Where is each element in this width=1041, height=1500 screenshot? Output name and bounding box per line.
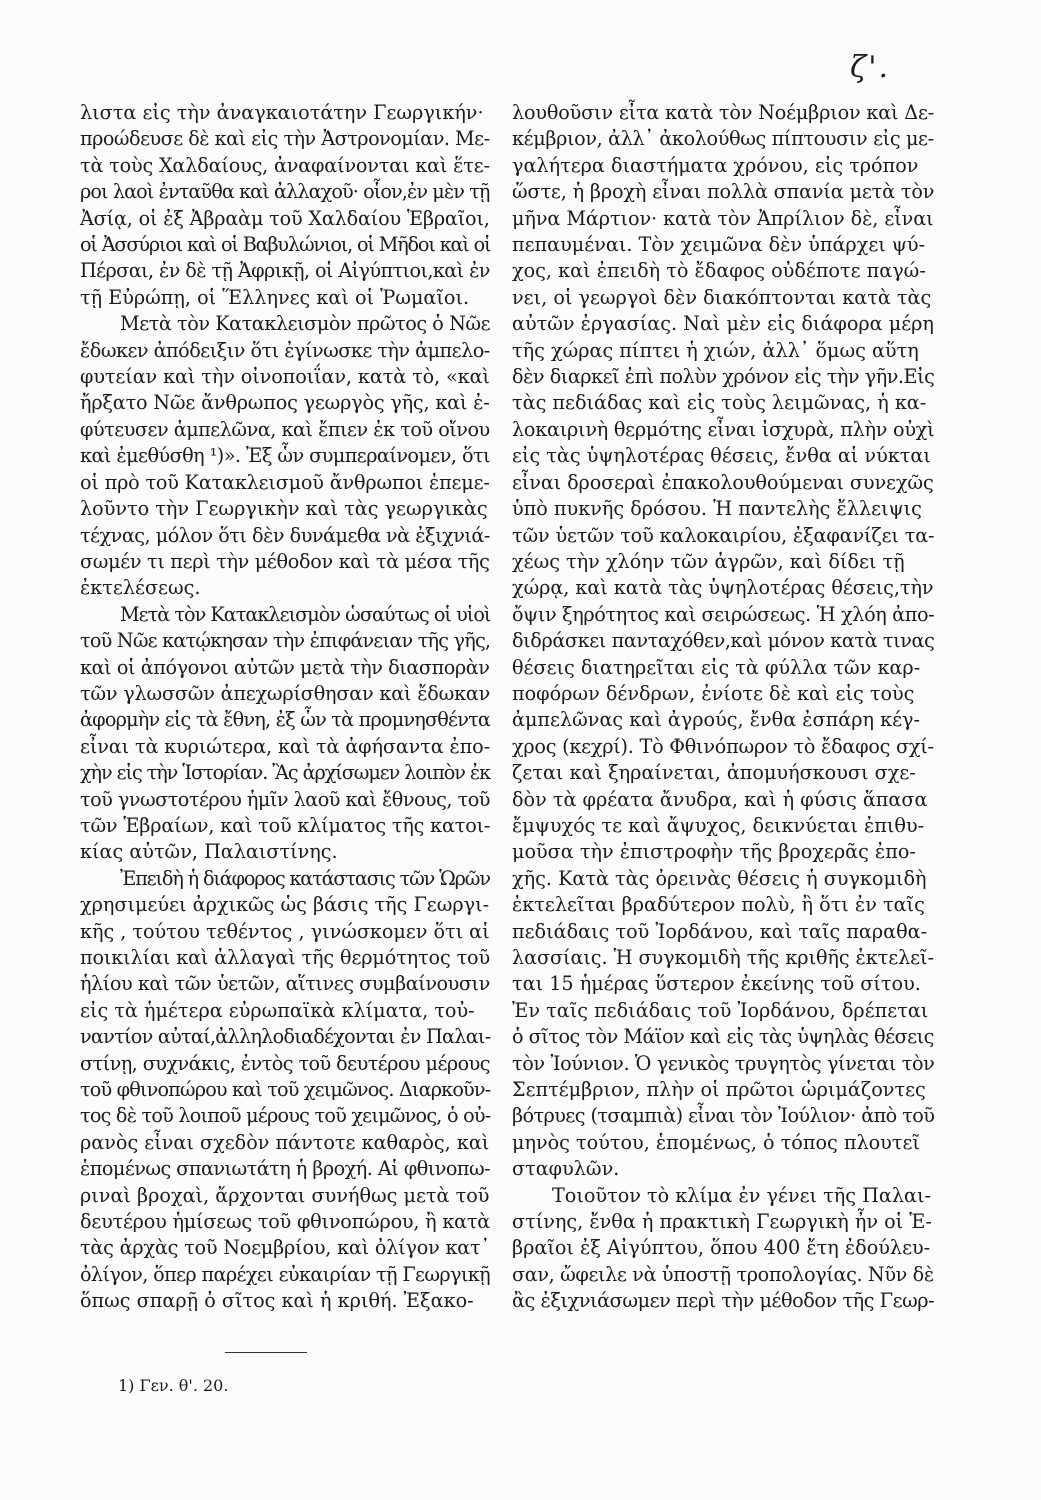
- text-line: λασσίαις. Ἡ συγκομιδὴ τῆς κριθῆς ἐκτελεῖ-: [512, 946, 934, 969]
- text-line: τῶν ὑετῶν τοῦ καλοκαιρίου, ἐξαφανίζει τα-: [512, 523, 935, 547]
- text-line: ναντίον αὐταί,ἀλληλοδιαδέχονται ἐν Παλαι-: [80, 1025, 491, 1049]
- text-line: καὶ ἐμεθύσθη ¹)». Ἐξ ὧν συμπεραίνομεν, ὅτι: [80, 444, 491, 468]
- text-line: ὑπὸ πυκνῆς δρόσου. Ἡ παντελὴς ἔλλειψις: [512, 497, 922, 521]
- text-line: ὥστε, ἡ βροχὴ εἶναι πολλὰ σπανία μετὰ τὸν: [512, 180, 935, 204]
- text-line: ἔδωκεν ἀπόδειξιν ὅτι ἐγίνωσκε τὴν ἀμπελο-: [80, 338, 490, 362]
- text-line: πεδιάδαις τοῦ Ἰορδάνου, καὶ ταῖς παραθα-: [512, 919, 928, 943]
- text-line: οἱ πρὸ τοῦ Κατακλεισμοῦ ἄνθρωποι ἐπεμε-: [80, 470, 490, 494]
- text-line: ἡλίου καὶ τῶν ὑετῶν, αἵτινες συμβαίνουσιν: [80, 972, 490, 996]
- text-line: τῶν Ἑβραίων, καὶ τοῦ κλίματος τῆς κατοι-: [80, 813, 491, 837]
- text-line: κέμβριον, ἀλλ᾽ ἀκολούθως πίπτουσιν εἰς με-: [512, 127, 934, 151]
- text-line: ἤρξατο Νῶε ἄνθρωπος γεωργὸς γῆς, καὶ ἐ-: [80, 391, 490, 415]
- right-column: [512, 100, 934, 1315]
- text-line: αὐτῶν ἐργασίας. Ναὶ μὲν εἰς διάφορα μέρη: [512, 312, 934, 336]
- text-line: ὁ σῖτος τὸν Μάϊον καὶ εἰς τὰς ὑψηλὰς θέσεις: [512, 1025, 934, 1049]
- footnote: 1) Γεν. θ'. 20.: [118, 1376, 229, 1395]
- text-line: ποικιλίαι καὶ ἀλλαγαὶ τῆς θερμότητος τοῦ: [80, 946, 491, 969]
- text-line: σταφυλῶν.: [512, 1157, 620, 1181]
- text-line: λουθοῦσιν εἶτα κατὰ τὸν Νοέμβριον καὶ Δε-: [512, 101, 935, 124]
- text-line: χῆς. Κατὰ τὰς ὀρεινὰς θέσεις ἡ συγκομιδὴ: [512, 866, 927, 890]
- text-line: κῆς , τούτου τεθέντος , γινώσκομεν ὅτι αἱ: [80, 919, 490, 943]
- text-line: τῆς χώρας πίπτει ἡ χιών, ἀλλ᾽ ὅμως αὕτη: [512, 338, 919, 362]
- text-line: χέως τὴν χλόην τῶν ἀγρῶν, καὶ δίδει τῇ: [512, 549, 905, 573]
- text-line: τῇ Εὐρώπῃ, οἱ Ἕλληνες καὶ οἱ Ῥωμαῖοι.: [80, 285, 470, 309]
- text-line: ροι λαοὶ ἐνταῦθα καὶ ἀλλαχοῦ· οἷον,ἐν μὲν τῇ: [80, 180, 490, 204]
- text-line: Μετὰ τὸν Κατακλεισμὸν πρῶτος ὁ Νῶε: [120, 312, 491, 336]
- text-line: τος δὲ τοῦ λοιποῦ μέρους τοῦ χειμῶνος, ὁ οὐ-: [80, 1104, 491, 1128]
- text-line: ἔμψυχός τε καὶ ἄψυχος, δεικνύεται ἐπιθυ-: [512, 813, 925, 837]
- text-line: μηνὸς τούτου, ἑπομένως, ὁ τόπος πλουτεῖ: [512, 1130, 920, 1154]
- text-line: κίας αὐτῶν, Παλαιστίνης.: [80, 840, 338, 864]
- text-line: Ἐπειδὴ ἡ διάφορος κατάστασις τῶν Ὡρῶν: [120, 866, 490, 890]
- text-line: χρος (κεχρί). Τὸ Φθινόπωρον τὸ ἔδαφος σχί-: [512, 734, 934, 758]
- text-line: στίνῃ, συχνάκις, ἐντὸς τοῦ δευτέρου μέρους: [80, 1051, 490, 1075]
- text-line: φυτείαν καὶ τὴν οἰνοποιΐαν, κατὰ τὸ, «καὶ: [80, 365, 490, 389]
- text-line: οἱ Ἀσσύριοι καὶ οἱ Βαβυλώνιοι, οἱ Μῆδοι καὶ οἱ: [80, 233, 491, 257]
- text-line: ὄψιν ξηρότητος καὶ σειρώσεως. Ἡ χλόη ἀπο-: [512, 602, 935, 626]
- text-line: ἀφορμὴν εἰς τὰ ἔθνη, ἐξ ὧν τὰ προμνησθέντα: [80, 708, 491, 732]
- text-line: νει, οἱ γεωργοὶ δὲν διακόπτονται κατὰ τὰς: [512, 285, 932, 309]
- text-line: τοῦ γνωστοτέρου ἡμῖν λαοῦ καὶ ἔθνους, τοῦ: [80, 787, 490, 811]
- text-line: ται 15 ἡμέρας ὕστερον ἐκείνης τοῦ σίτου.: [512, 972, 921, 996]
- text-line: εἰς τὰς ὑψηλοτέρας θέσεις, ἔνθα αἱ νύκται: [512, 444, 931, 468]
- text-line: πεπαυμέναι. Τὸν χειμῶνα δὲν ὑπάρχει ψύ-: [512, 233, 926, 257]
- text-line: λοκαιρινὴ θερμότης εἶναι ἰσχυρὰ, πλὴν οὐχὶ: [512, 417, 935, 441]
- text-line: Ἀσίᾳ, οἱ ἐξ Ἀβραὰμ τοῦ Χαλδαίου Ἑβραῖοι,: [80, 206, 490, 230]
- left-column: [80, 100, 490, 1315]
- text-line: τέχνας, μόλον ὅτι δὲν δυνάμεθα νὰ ἐξιχνιά-: [80, 523, 490, 547]
- text-line: θέσεις διατηρεῖται εἰς τὰ φύλλα τῶν καρ-: [512, 655, 921, 679]
- text-line: φύτευσεν ἀμπελῶνα, καὶ ἔπιεν ἐκ τοῦ οἴνου: [80, 417, 490, 441]
- text-line: ζεται καὶ ξηραίνεται, ἀπομυήσκουσι σχε-: [512, 761, 916, 785]
- text-line: βραῖοι ἐξ Αἰγύπτου, ὅπου 400 ἔτη ἐδούλευ-: [512, 1236, 931, 1260]
- text-line: σαν, ὤφειλε νὰ ὑποστῇ τροπολογίας. Νῦν δὲ: [512, 1262, 934, 1286]
- text-line: τὰ τοὺς Χαλδαίους, ἀναφαίνονται καὶ ἕτε-: [80, 153, 490, 177]
- footnote-divider: [225, 1352, 307, 1353]
- text-line: τὰς πεδιάδας καὶ εἰς τοὺς λειμῶνας, ἡ κα-: [512, 391, 927, 415]
- text-line: χώρᾳ, καὶ κατὰ τὰς ὑψηλοτέρας θέσεις,τὴν: [512, 576, 934, 600]
- text-line: Σεπτέμβριον, πλὴν οἱ πρῶτοι ὡριμάζοντες: [512, 1078, 926, 1102]
- text-line: Μετὰ τὸν Κατακλεισμὸν ὡσαύτως οἱ υἱοὶ: [120, 602, 491, 626]
- text-line: χὴν εἰς τὴν Ἱστορίαν. Ἂς ἀρχίσωμεν λοιπὸν ἐκ: [80, 761, 491, 785]
- text-line: ρανὸς εἶναι σχεδὸν πάντοτε καθαρὸς, καὶ: [80, 1130, 490, 1154]
- text-line: εἶναι τὰ κυριώτερα, καὶ τὰ ἀφήσαντα ἐπο-: [80, 734, 490, 758]
- text-line: γαλήτερα διαστήματα χρόνου, εἰς τρόπον: [512, 153, 919, 177]
- text-line: ἐκτελεῖται βραδύτερον πολὺ, ἢ ὅτι ἐν ταῖς: [512, 893, 925, 917]
- text-line: στίνης, ἔνθα ἡ πρακτικὴ Γεωργικὴ ἦν οἱ Ἑ-: [512, 1210, 932, 1234]
- text-line: προώδευσε δὲ καὶ εἰς τὴν Ἀστρονομίαν. Με-: [80, 127, 490, 151]
- text-line: ἀμπελῶνας καὶ ἀγρούς, ἔνθα ἐσπάρη κέγ-: [512, 708, 920, 732]
- text-line: τοῦ φθινοπώρου καὶ τοῦ χειμῶνος. Διαρκοῦν-: [80, 1078, 491, 1102]
- text-line: ὀλίγον, ὅπερ παρέχει εὐκαιρίαν τῇ Γεωργικῇ: [80, 1262, 491, 1286]
- text-line: τοῦ Νῶε κατῴκησαν τὴν ἐπιφάνειαν τῆς γῆς,: [80, 629, 491, 653]
- text-line: ποφόρων δένδρων, ἐνίοτε δὲ καὶ εἰς τοὺς: [512, 681, 915, 705]
- text-line: λοῦντο τὴν Γεωργικὴν καὶ τὰς γεωργικὰς: [80, 497, 488, 521]
- text-line: Τοιοῦτον τὸ κλίμα ἐν γένει τῆς Παλαι-: [552, 1183, 931, 1207]
- text-line: τὰς ἀρχὰς τοῦ Νοεμβρίου, καὶ ὀλίγον κατ᾽: [80, 1236, 490, 1260]
- text-line: ἐκτελέσεως.: [80, 576, 201, 600]
- text-line: μῆνα Μάρτιον· κατὰ τὸν Ἀπρίλιον δὲ, εἶναι: [512, 206, 934, 230]
- text-line: διδράσκει πανταχόθεν,καὶ μόνον κατὰ τινας: [512, 629, 935, 653]
- text-line: ἑπομένως σπανιωτάτη ἡ βροχή. Αἱ φθινοπω-: [80, 1157, 491, 1181]
- text-line: ριναὶ βροχαὶ, ἄρχονται συνήθως μετὰ τοῦ: [80, 1183, 490, 1207]
- text-line: σωμέν τι περὶ τὴν μέθοδον καὶ τὰ μέσα τῆς: [80, 549, 490, 573]
- text-line: εἶναι δροσεραὶ ἐπακολουθούμεναι συνεχῶς: [512, 470, 934, 494]
- text-line: δὸν τὰ φρέατα ἄνυδρα, καὶ ἡ φύσις ἅπασα: [512, 787, 928, 811]
- text-line: καὶ οἱ ἀπόγονοι αὐτῶν μετὰ τὴν διασπορὰν: [80, 655, 490, 679]
- text-line: λιστα εἰς τὴν ἀναγκαιοτάτην Γεωργικήν·: [80, 101, 484, 124]
- text-line: ἂς ἐξιχνιάσωμεν περὶ τὴν μέθοδον τῆς Γεωρ-: [512, 1289, 935, 1313]
- text-line: βότρυες (τσαμπιὰ) εἶναι τὸν Ἰούλιον· ἀπὸ τοῦ: [512, 1104, 935, 1128]
- text-line: δευτέρου ἡμίσεως τοῦ φθινοπώρου, ἢ κατὰ: [80, 1210, 491, 1234]
- text-line: χρησιμεύει ἀρχικῶς ὡς βάσις τῆς Γεωργι-: [80, 893, 490, 917]
- text-line: τὸν Ἰούνιον. Ὁ γενικὸς τρυγητὸς γίνεται τὸν: [512, 1051, 935, 1075]
- text-line: μοῦσα τὴν ἐπιστροφὴν τῆς βροχερᾶς ἐπο-: [512, 840, 916, 864]
- text-line: χος, καὶ ἐπειδὴ τὸ ἔδαφος οὐδέποτε παγώ-: [512, 259, 926, 283]
- text-line: δὲν διαρκεῖ ἐπὶ πολὺν χρόνον εἰς τὴν γῆν.Εἰς: [512, 365, 935, 389]
- text-line: Πέρσαι, ἐν δὲ τῇ Ἀφρικῇ, οἱ Αἰγύπτιοι,καὶ ἐν: [80, 259, 490, 283]
- text-line: Ἐν ταῖς πεδιάδαις τοῦ Ἰορδάνου, δρέπεται: [512, 998, 929, 1022]
- text-line: ὅπως σπαρῇ ὁ σῖτος καὶ ἡ κριθή. Ἐξακο-: [80, 1289, 474, 1313]
- text-line: εἰς τὰ ἡμέτερα εὐρωπαϊκὰ κλίματα, τοὐ-: [80, 998, 475, 1022]
- text-line: τῶν γλωσσῶν ἀπεχωρίσθησαν καὶ ἔδωκαν: [80, 681, 491, 705]
- page-number: ζ'.: [850, 50, 891, 85]
